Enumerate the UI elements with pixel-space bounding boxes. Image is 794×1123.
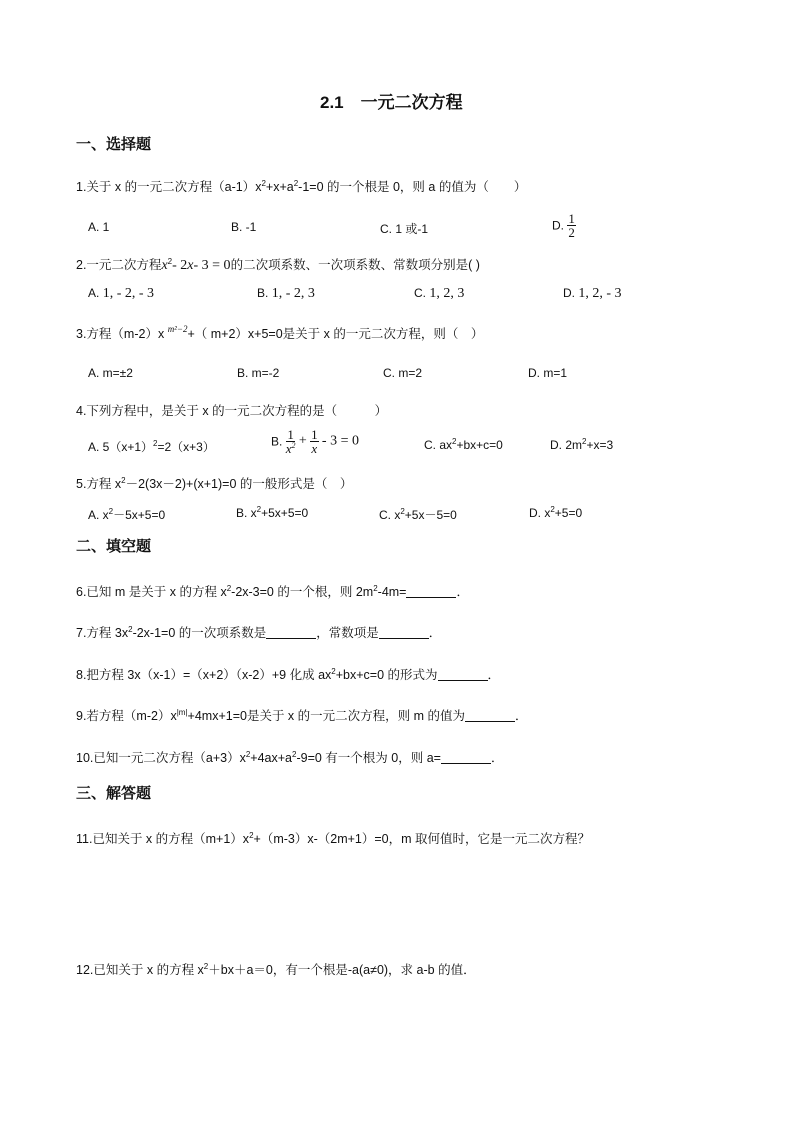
page-title: 2.1 一元二次方程 [320,93,463,112]
question-7: 7.方程 $3x^2-2x-1=0$ 的一次项系数是 ，常数项是 ． [76,625,442,640]
answer-blank[interactable] [379,626,429,639]
question-10: 10.已知一元二次方程$(a+3)x^2+4ax+a^2-9=0$ 有一个根为 0，则 a= ． [76,750,504,765]
question-1: 1.关于 x 的一元二次方程$(a-1)x^2+x+a^2-1=0$ 的一个根是 0，则 a 的值为（ ） [76,179,527,194]
q5-option-b: B. $x^2+5x+5=0$ [236,505,309,520]
q2-option-b: B. 1, - 2, 3 [257,286,315,301]
answer-blank[interactable] [441,751,491,764]
q5-option-a: A. $x^2-5x+5=0$ [88,507,166,522]
q2-option-c: C. 1, 2, 3 [414,286,465,301]
section-heading-choice: 一、选择题 [76,136,152,153]
q3-option-c: C. m=2 [383,366,423,380]
question-9: 9.若方程$(m-2)x^{|m|}+4mx+1=0$是关于 x 的一元二次方程，则 m 的值为 ． [76,708,528,723]
q4-option-d: D. $2m^2+x=3$ [550,437,614,452]
q2-option-d: D. 1, 2, - 3 [563,286,622,301]
q5-option-d: D. $x^2+5=0$ [529,505,583,520]
question-6: 6.已知 m 是关于 x 的方程 $x^2-2x-3=0$ 的一个根，则 $2m^2-4m=$ ． [76,584,469,599]
answer-blank[interactable] [465,709,515,722]
question-12: 12.已知关于 x 的方程 $x^2+bx+a=0$，有一个根是-a(a≠0)，求 a-b 的值． [76,962,476,977]
question-8: 8.把方程 3x（x-1）=（x+2）（x-2）+9 化成 $ax^2+bx+c=0$ 的形式为 ． [76,667,501,682]
answer-blank[interactable] [438,668,488,681]
section-heading-solve: 三、解答题 [76,785,152,802]
q1-option-d: D. $\frac{1}{2}$ [552,211,575,240]
q3-option-b: B. m=-2 [237,366,280,380]
question-5: 5.方程 $x^2-2(3x-2)+(x+1)=0$ 的一般形式是（ ） [76,476,353,491]
section-heading-fill: 二、填空题 [76,538,152,555]
q1-option-a: A. 1 [88,220,110,234]
q3-option-a: A. m=±2 [88,366,133,380]
answer-blank[interactable] [266,626,316,639]
question-2: 2.一元二次方程$x^2-$ 2x- 3 = 0的二次项系数、一次项系数、常数项分别是( ) [76,257,480,273]
q2-option-a: A. 1, - 2, - 3 [88,286,155,301]
question-4: 4.下列方程中，是关于 x 的一元二次方程的是（ ） [76,404,388,418]
q3-option-d: D. m=1 [528,366,568,380]
answer-blank[interactable] [406,585,456,598]
question-11: 11.已知关于 x 的方程$(m+1)x^2+(m-3)x-(2m+1)=0$，m 取何值时，它是一元二次方程？ [76,831,591,846]
question-3: 3.方程（m-2）x $^{m^2-2}$+（ m+2）x+5=0是关于 x 的一元二次方程，则（ ） [76,324,484,341]
q1-option-b: B. -1 [231,220,257,234]
q4-option-c: C. $ax^2+bx+c=0$ [424,437,503,452]
q4-option-a: A. $5(x+1)^2=2(x+3)$ [88,439,215,454]
q4-option-b: B. $\frac{1}{x^2}$ + $\frac{1}{x}$ - 3 = 0 [271,427,359,456]
q5-option-c: C. $x^2+5x-5=0$ [379,507,457,522]
q1-option-c: C. 1 或-1 [380,222,429,236]
